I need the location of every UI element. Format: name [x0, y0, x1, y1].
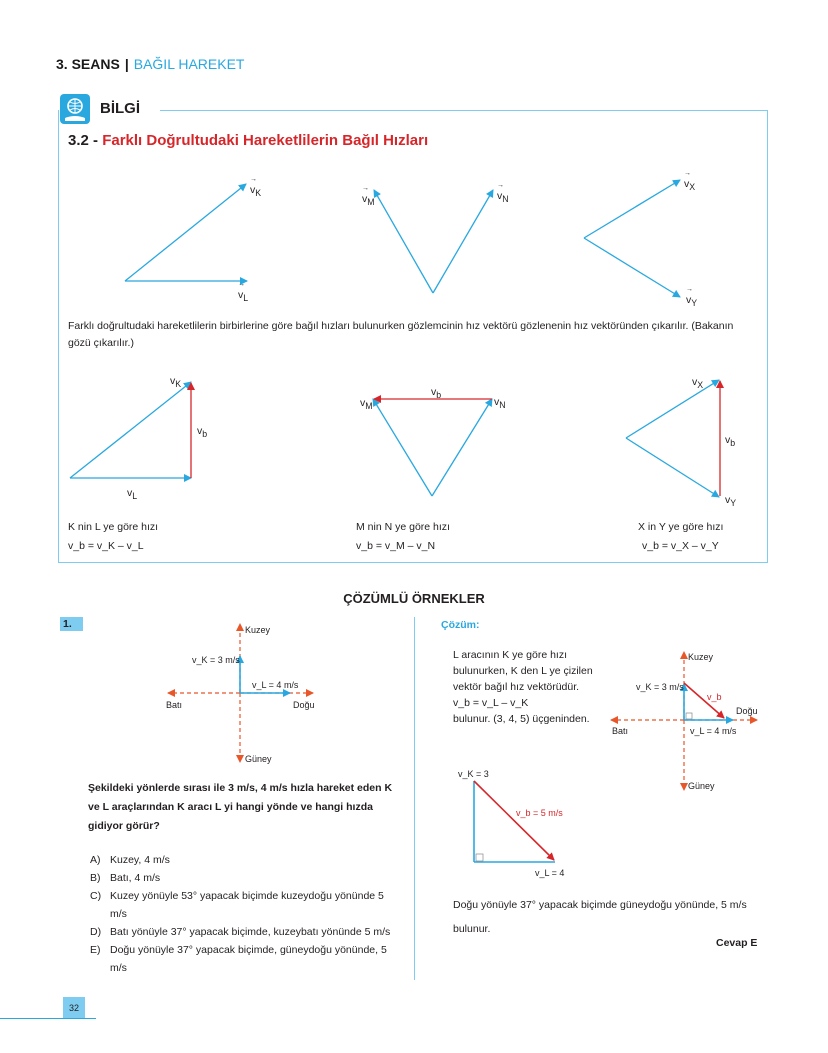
sol-right-angle [686, 713, 692, 719]
tri-label-vl: v_L = 4 [535, 868, 565, 878]
equation-1: v_b = v_K – v_L [68, 540, 144, 552]
label-vm-top: → $v_M$ [362, 193, 375, 207]
answer-choices [90, 851, 400, 977]
label-vk-bottom: $v_K$ [170, 375, 182, 390]
label-vk-top: → $v_K$ [250, 184, 261, 198]
tri-vb [474, 781, 554, 860]
sol-label-vl: v_L = 4 m/s [690, 726, 737, 736]
header-separator: | [124, 56, 129, 72]
vector-vk-bottom [70, 382, 191, 478]
label-west: Batı [166, 700, 183, 710]
vector-vy-top [584, 238, 680, 297]
section-number: 3.2 - [68, 132, 99, 149]
label-vx-top: → $v_X$ [684, 178, 695, 192]
solution-text-line-2: bulunur. (3, 4, 5) üçgeninden. [453, 713, 590, 725]
label-vb-bottom-1: $v_b$ [197, 425, 208, 440]
sol-label-north: Kuzey [688, 652, 714, 662]
question-number: 1. [60, 617, 83, 631]
vector-vm-top [374, 190, 433, 293]
equation-3: v_b = v_X – v_Y [642, 540, 719, 552]
vector-vn-top [433, 190, 493, 293]
section-title-text: Farklı Doğrultudaki Hareketlilerin Bağıl Hızları [102, 132, 429, 149]
page-footer-line [0, 1018, 96, 1019]
tri-label-vk: v_K = 3 [458, 769, 489, 779]
choice-a[interactable]: A) Kuzey, 4 m/s [90, 854, 170, 866]
session-label: 3. SEANS [56, 56, 120, 72]
label-vy-bottom: $v_Y$ [725, 494, 737, 509]
choice-d[interactable]: D) Batı yönüyle 37° yapacak biçimde, kuzeybatı yönünde 5 m/s [90, 926, 391, 938]
equation-2: v_b = v_M – v_N [356, 540, 436, 552]
label-vx-bottom: $v_X$ [692, 376, 704, 391]
solution-heading: Çözüm: [441, 619, 480, 631]
label-vn-bottom: $v_N$ [494, 396, 506, 411]
vector-vk-top [125, 184, 246, 281]
vector-vm-bottom [373, 399, 432, 496]
caption-3: X in Y ye göre hızı [638, 521, 724, 533]
label-vn-top: → $v_N$ [497, 190, 509, 204]
vector-vn-bottom [432, 399, 492, 496]
question-text: Şekildeki yönlerde sırası ile 3 m/s, 4 m/s hızla hareket eden K ve L araçlarından K aracı L yi hangi yönde ve hangi hızda gidiyor görür? [88, 782, 393, 832]
info-paragraph: Farklı doğrultudaki hareketlilerin birbirlerine göre bağıl hızları bulunurken gözlemcinin hız vektörü gözlenenin hız vektöründen çıkarılır. (Bakanın gözü çıkarılır.) [68, 320, 734, 349]
tri-label-vb: v_b = 5 m/s [516, 808, 563, 818]
sol-label-vb: v_b [707, 692, 722, 702]
choice-e[interactable]: E) Doğu yönüyle 37° yapacak biçimde, güneydoğu yönünde, 5 m/s [90, 944, 387, 974]
sol-label-west: Batı [612, 726, 629, 736]
bilgi-label: BİLGİ [100, 100, 140, 117]
solution-text-line: L aracının K ye göre hızı bulunurken, K den L ye çizilen vektör bağıl hız vektörüdür. [453, 649, 593, 693]
sol-label-east: Doğu [736, 706, 758, 716]
label-vl-bottom: $v_L$ [127, 487, 138, 502]
choice-b[interactable]: B) Batı, 4 m/s [90, 872, 161, 884]
label-north: Kuzey [245, 625, 271, 635]
sol-label-south: Güney [688, 781, 715, 791]
label-vk-speed: v_K = 3 m/s [192, 655, 240, 665]
label-vy-top: → $v_Y$ [686, 294, 697, 308]
examples-title: ÇÖZÜMLÜ ÖRNEKLER [343, 591, 485, 606]
label-vl-top: → $v_L$ [238, 289, 248, 303]
caption-2: M nin N ye göre hızı [356, 521, 450, 533]
tri-right-angle [476, 854, 483, 861]
label-vb-bottom-3: $v_b$ [725, 434, 736, 449]
topic-label: BAĞIL HAREKET [133, 56, 245, 72]
label-vm-bottom: $v_M$ [360, 397, 373, 412]
solution-text [453, 647, 599, 727]
page-number: 32 [63, 997, 85, 1019]
caption-1: K nin L ye göre hızı [68, 521, 159, 533]
choice-c[interactable]: C) Kuzey yönüyle 53° yapacak biçimde kuzeydoğu yönünde 5 m/s [90, 890, 384, 920]
vector-vy-bottom [626, 438, 719, 497]
solution-final-text: Doğu yönüyle 37° yapacak biçimde güneydoğu yönünde, 5 m/s bulunur. [453, 899, 747, 935]
sol-label-vk: v_K = 3 m/s [636, 682, 684, 692]
solution-equation: v_b = v_L – v_K [453, 697, 529, 709]
label-east: Doğu [293, 700, 315, 710]
vector-vx-bottom [626, 380, 719, 438]
answer-label: Cevap E [716, 937, 758, 949]
label-vl-speed: v_L = 4 m/s [252, 680, 299, 690]
vector-vx-top [584, 180, 680, 238]
label-vb-bottom-2: $v_b$ [431, 386, 442, 401]
label-south: Güney [245, 754, 272, 764]
column-divider [414, 617, 415, 980]
